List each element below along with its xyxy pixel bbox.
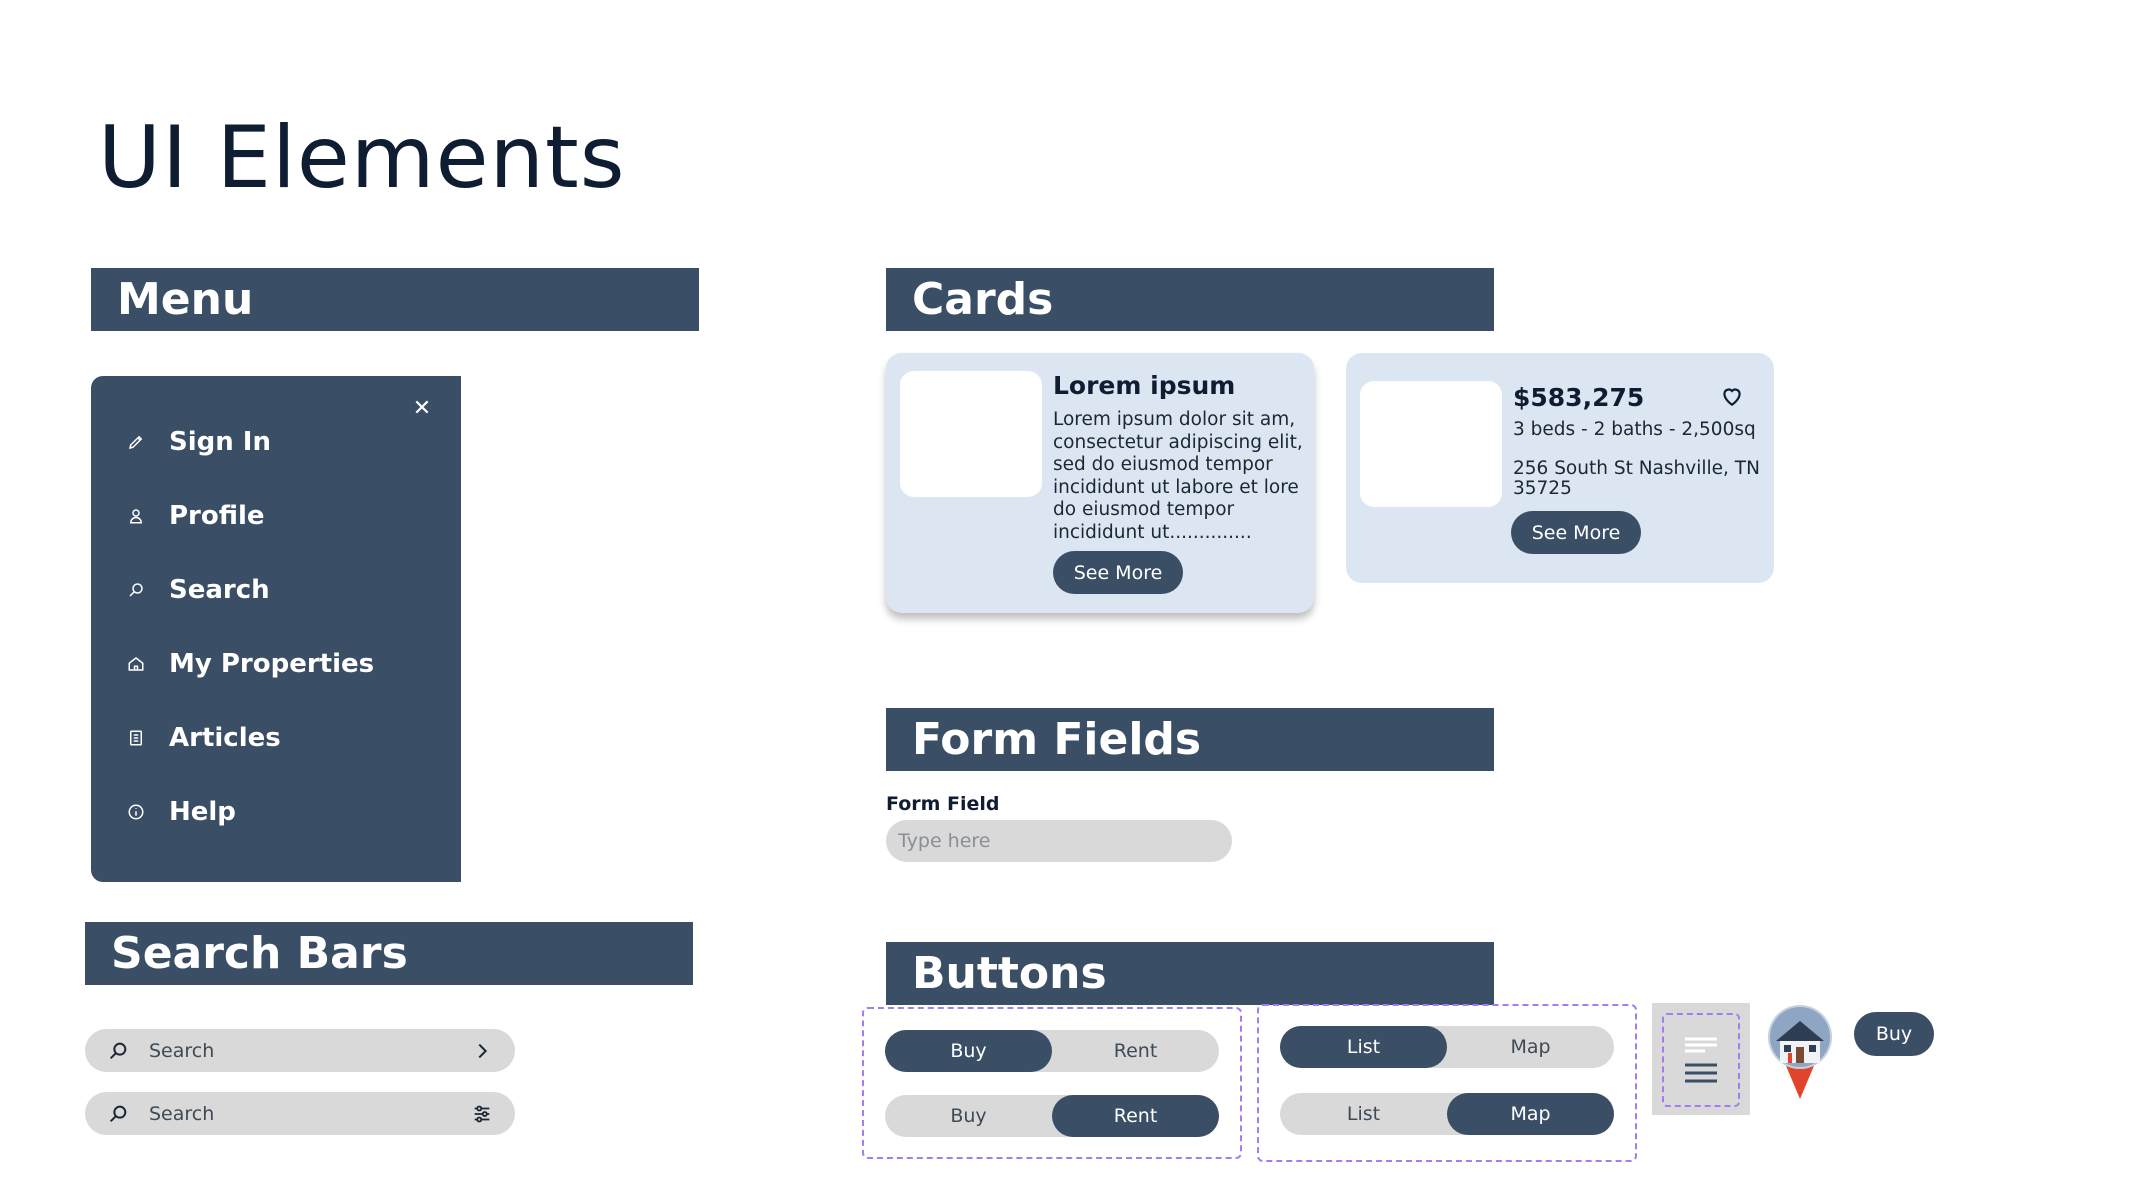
rent-option[interactable]: Rent	[1052, 1095, 1219, 1137]
list-map-toggle[interactable]	[1280, 1026, 1614, 1068]
article-card	[886, 353, 1314, 613]
menu-item-profile[interactable]	[121, 492, 441, 540]
heart-icon[interactable]	[1719, 383, 1745, 409]
search-icon	[121, 581, 151, 599]
map-option[interactable]: Map	[1510, 1036, 1551, 1058]
map-option[interactable]: Map	[1447, 1093, 1614, 1135]
buy-option[interactable]: Buy	[950, 1105, 987, 1127]
list-option[interactable]: List	[1346, 1103, 1381, 1125]
info-icon	[121, 803, 151, 821]
list-map-toggle[interactable]	[1280, 1093, 1614, 1135]
house-map-pin-icon[interactable]	[1766, 1003, 1834, 1101]
search-icon	[107, 1103, 129, 1125]
buttons-section-header: Buttons	[886, 942, 1494, 1005]
buy-button[interactable]: Buy	[1854, 1012, 1934, 1056]
menu-item-label: Help	[169, 797, 236, 827]
document-icon	[121, 729, 151, 747]
card-title: Lorem ipsum	[1053, 371, 1236, 400]
search-placeholder: Search	[149, 1102, 215, 1125]
form-fields-section-header: Form Fields	[886, 708, 1494, 771]
listing-card	[1346, 353, 1774, 583]
menu-item-label: My Properties	[169, 649, 375, 679]
menu-item-label: Profile	[169, 501, 265, 531]
card-image	[1360, 381, 1502, 507]
menu-item-label: Sign In	[169, 427, 271, 457]
menu-item-sign-in[interactable]	[121, 418, 441, 466]
search-bar-with-arrow[interactable]	[85, 1029, 515, 1072]
card-image	[900, 371, 1042, 497]
page-title: UI Elements	[98, 108, 626, 208]
form-text-input[interactable]	[886, 820, 1232, 862]
list-view-icon[interactable]	[1662, 1013, 1740, 1107]
menu-item-articles[interactable]	[121, 714, 441, 762]
close-icon[interactable]: ✕	[412, 396, 432, 421]
listing-details: 3 beds - 2 baths - 2,500sq	[1513, 419, 1756, 440]
user-icon	[121, 507, 151, 525]
cards-section-header: Cards	[886, 268, 1494, 331]
menu-item-my-properties[interactable]	[121, 640, 441, 688]
search-placeholder: Search	[149, 1039, 215, 1062]
menu-item-label: Search	[169, 575, 270, 605]
see-more-button[interactable]: See More	[1511, 511, 1641, 554]
listing-address: 256 South St Nashville, TN 35725	[1513, 458, 1760, 499]
card-description: Lorem ipsum dolor sit am, consectetur adipiscing elit, sed do eiusmod tempor incididunt ut labore et lore do eiusmod tempor incididunt ut..............	[1053, 409, 1303, 543]
list-option[interactable]: List	[1280, 1026, 1447, 1068]
list-view-icon-variants	[1652, 1003, 1750, 1115]
pencil-icon	[121, 433, 151, 451]
form-field-label: Form Field	[886, 793, 1000, 815]
search-bar-with-filter[interactable]	[85, 1092, 515, 1135]
buy-rent-toggle[interactable]	[885, 1030, 1219, 1072]
menu-section-header: Menu	[91, 268, 699, 331]
search-icon	[107, 1040, 129, 1062]
see-more-button[interactable]: See More	[1053, 551, 1183, 594]
rent-option[interactable]: Rent	[1113, 1040, 1158, 1062]
listing-price: $583,275	[1513, 383, 1645, 412]
filter-sliders-icon[interactable]	[471, 1103, 493, 1125]
buy-option[interactable]: Buy	[885, 1030, 1052, 1072]
menu-item-label: Articles	[169, 723, 281, 753]
chevron-right-icon[interactable]	[471, 1040, 493, 1062]
search-bars-section-header: Search Bars	[85, 922, 693, 985]
buy-rent-toggle[interactable]	[885, 1095, 1219, 1137]
side-menu	[91, 376, 461, 882]
home-icon	[121, 655, 151, 673]
menu-item-search[interactable]	[121, 566, 441, 614]
menu-item-help[interactable]	[121, 788, 441, 836]
